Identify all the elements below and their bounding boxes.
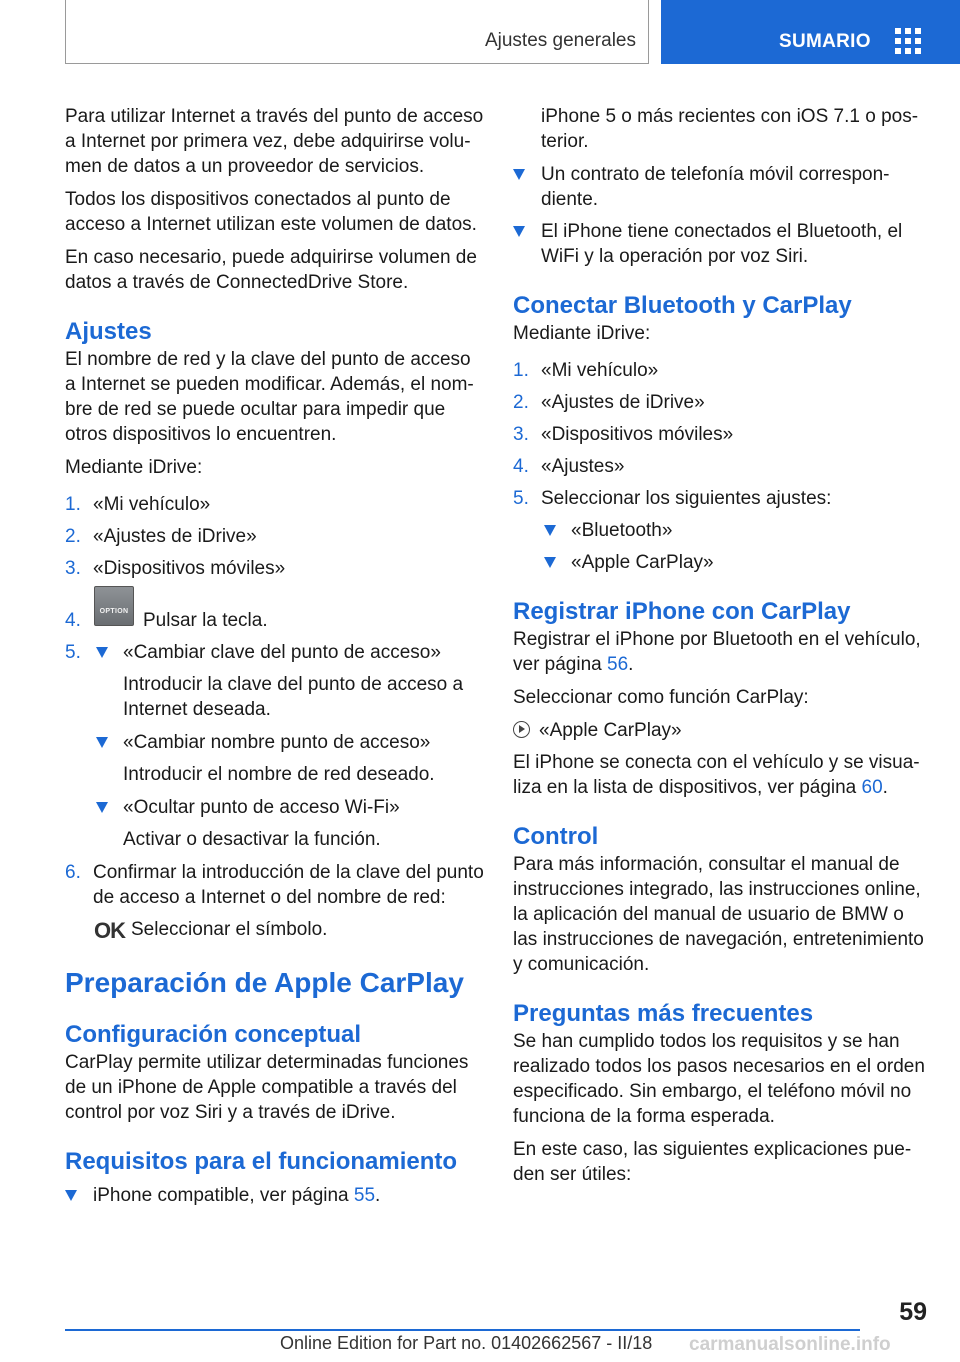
carplay-heading: Preparación de Apple CarPlay	[65, 967, 464, 998]
list-item	[513, 422, 933, 447]
concept-text: CarPlay permite utilizar determinadas funciones de un iPhone de Apple compatible a través del control por voz Siri y a través de iDrive.	[65, 1052, 469, 1123]
list-item	[513, 454, 933, 479]
step-number: 1.	[513, 360, 529, 381]
left-column	[65, 104, 485, 1215]
list-item	[65, 860, 485, 910]
bullet-triangle-icon	[65, 1190, 77, 1201]
list-item	[513, 718, 933, 743]
faq-heading: Preguntas más frecuentes	[513, 1000, 814, 1027]
intro-paragraph: En caso necesario, puede adquirirse volumen de datos a través de ConnectedDrive Store.	[65, 247, 477, 293]
intro-paragraph: Para utilizar Internet a través del punto de acceso a Internet por primera vez, debe adquirirse volu-men de datos a un proveedor de servicios.	[65, 106, 484, 177]
step-number: 6.	[65, 862, 81, 883]
step-text: Seleccionar el símbolo.	[131, 919, 328, 940]
req-text: El iPhone tiene conectados el Bluetooth, el WiFi y la operación por voz Siri.	[541, 221, 903, 267]
list-item	[65, 524, 485, 549]
via-idrive-label: Mediante iDrive:	[513, 323, 651, 344]
step-text: «Ocultar punto de acceso Wi-Fi»	[123, 797, 400, 818]
register-heading: Registrar iPhone con CarPlay	[513, 598, 851, 625]
ajustes-text: El nombre de red y la clave del punto de acceso a Internet se pueden modificar. Además, el nom-bre de red se puede ocultar para impedir que otros dispositivos lo encuentren.	[65, 349, 474, 445]
step-number: 2.	[65, 526, 81, 547]
list-item	[513, 162, 933, 212]
list-item	[513, 550, 933, 575]
bullet-triangle-icon	[513, 169, 525, 180]
footer-divider	[65, 1329, 860, 1331]
step-text: Pulsar la tecla.	[143, 610, 268, 631]
watermark: carmanualsonline.info	[689, 1334, 891, 1355]
req-continuation: iPhone 5 o más recientes con iOS 7.1 o pos-terior.	[541, 106, 919, 152]
via-idrive-label: Mediante iDrive:	[65, 457, 203, 478]
list-item	[65, 608, 485, 633]
list-item: iPhone compatible, ver página 55.	[65, 1183, 485, 1208]
page-number: 59	[899, 1298, 927, 1326]
bullet-triangle-icon	[96, 802, 108, 813]
step-number: 5.	[513, 488, 529, 509]
step-number: 4.	[513, 456, 529, 477]
bullet-triangle-icon	[96, 647, 108, 658]
step-text: «Mi vehículo»	[93, 494, 211, 515]
list-item	[65, 640, 485, 665]
step-text: Seleccionar los siguientes ajustes:	[541, 488, 832, 509]
list-item	[65, 795, 485, 820]
edition-text: Online Edition for Part no. 01402662567 - II/18	[280, 1333, 653, 1353]
step-number: 2.	[513, 392, 529, 413]
step-note: Introducir la clave del punto de acceso a Internet deseada.	[123, 674, 464, 720]
step-text: «Mi vehículo»	[541, 360, 659, 381]
step-text: «Cambiar clave del punto de acceso»	[123, 642, 441, 663]
step-text: «Ajustes de iDrive»	[93, 526, 257, 547]
requirements-heading: Requisitos para el funcionamiento	[65, 1148, 458, 1175]
connect-text: El iPhone se conecta con el vehículo y se visua-liza en la lista de dispositivos, ver página 60.	[513, 752, 920, 798]
list-item	[513, 486, 933, 511]
right-column	[513, 104, 933, 1195]
step-number: 4.	[65, 610, 81, 631]
header-section-box	[65, 0, 649, 64]
page-link[interactable]: 60	[861, 777, 883, 798]
bullet-triangle-icon	[96, 737, 108, 748]
concept-heading: Configuración conceptual	[65, 1021, 362, 1048]
step-text: «Dispositivos móviles»	[541, 424, 734, 445]
intro-paragraph: Todos los dispositivos conectados al punto de acceso a Internet utilizan este volumen de datos.	[65, 189, 477, 235]
bullet-triangle-icon	[544, 525, 556, 536]
list-item	[513, 390, 933, 415]
step-number: 5.	[65, 642, 81, 663]
ok-icon: OK	[94, 918, 125, 943]
bluetooth-heading: Conectar Bluetooth y CarPlay	[513, 292, 852, 319]
ajustes-heading: Ajustes	[65, 318, 152, 345]
play-circle-icon	[513, 721, 530, 738]
list-item	[65, 730, 485, 755]
select-text: Seleccionar como función CarPlay:	[513, 687, 809, 708]
step-number: 1.	[65, 494, 81, 515]
control-text: Para más información, consultar el manual de instrucciones integrado, las instrucciones online, la aplicación del manual de usuario de BMW o las instrucciones de navegación, entretenimiento y comunicación.	[513, 854, 924, 975]
register-text: Registrar el iPhone por Bluetooth en el vehículo, ver página 56.	[513, 629, 921, 675]
step-text: «Cambiar nombre punto de acceso»	[123, 732, 431, 753]
list-item	[65, 556, 485, 581]
step-number: 3.	[65, 558, 81, 579]
page-link[interactable]: 56	[607, 654, 629, 675]
summary-label: SUMARIO	[779, 31, 871, 52]
bullet-triangle-icon	[544, 557, 556, 568]
grid-icon	[895, 28, 923, 54]
summary-button[interactable]	[661, 0, 960, 64]
step-text: «Apple CarPlay»	[571, 552, 714, 573]
step-number: 3.	[513, 424, 529, 445]
req-text: Un contrato de telefonía móvil correspon-diente.	[541, 164, 890, 210]
step-text: «Ajustes de iDrive»	[541, 392, 705, 413]
list-item	[513, 219, 933, 269]
list-item	[513, 518, 933, 543]
option-button-icon: OPTION	[94, 586, 134, 626]
step-note: Activar o desactivar la función.	[123, 829, 381, 850]
faq-text: Se han cumplido todos los requisitos y se han realizado todos los pasos necesarios en el orden especificado. Sin embargo, el teléfono móvil no funciona de la forma esperada.	[513, 1031, 925, 1127]
bullet-triangle-icon	[513, 226, 525, 237]
faq-text: En este caso, las siguientes explicaciones pue-den ser útiles:	[513, 1139, 912, 1185]
list-item	[65, 492, 485, 517]
step-text: «Bluetooth»	[571, 520, 673, 541]
step-text: «Dispositivos móviles»	[93, 558, 286, 579]
select-item: «Apple CarPlay»	[539, 720, 682, 741]
list-item	[65, 917, 485, 942]
step-text: Confirmar la introducción de la clave del punto de acceso a Internet o del nombre de red:	[93, 862, 484, 908]
list-item	[513, 358, 933, 383]
req-text: iPhone compatible, ver página	[93, 1185, 349, 1206]
step-text: «Ajustes»	[541, 456, 625, 477]
step-note: Introducir el nombre de red deseado.	[123, 764, 435, 785]
page-link[interactable]: 55	[353, 1185, 376, 1206]
control-heading: Control	[513, 823, 599, 850]
section-title: Ajustes generales	[484, 30, 636, 51]
